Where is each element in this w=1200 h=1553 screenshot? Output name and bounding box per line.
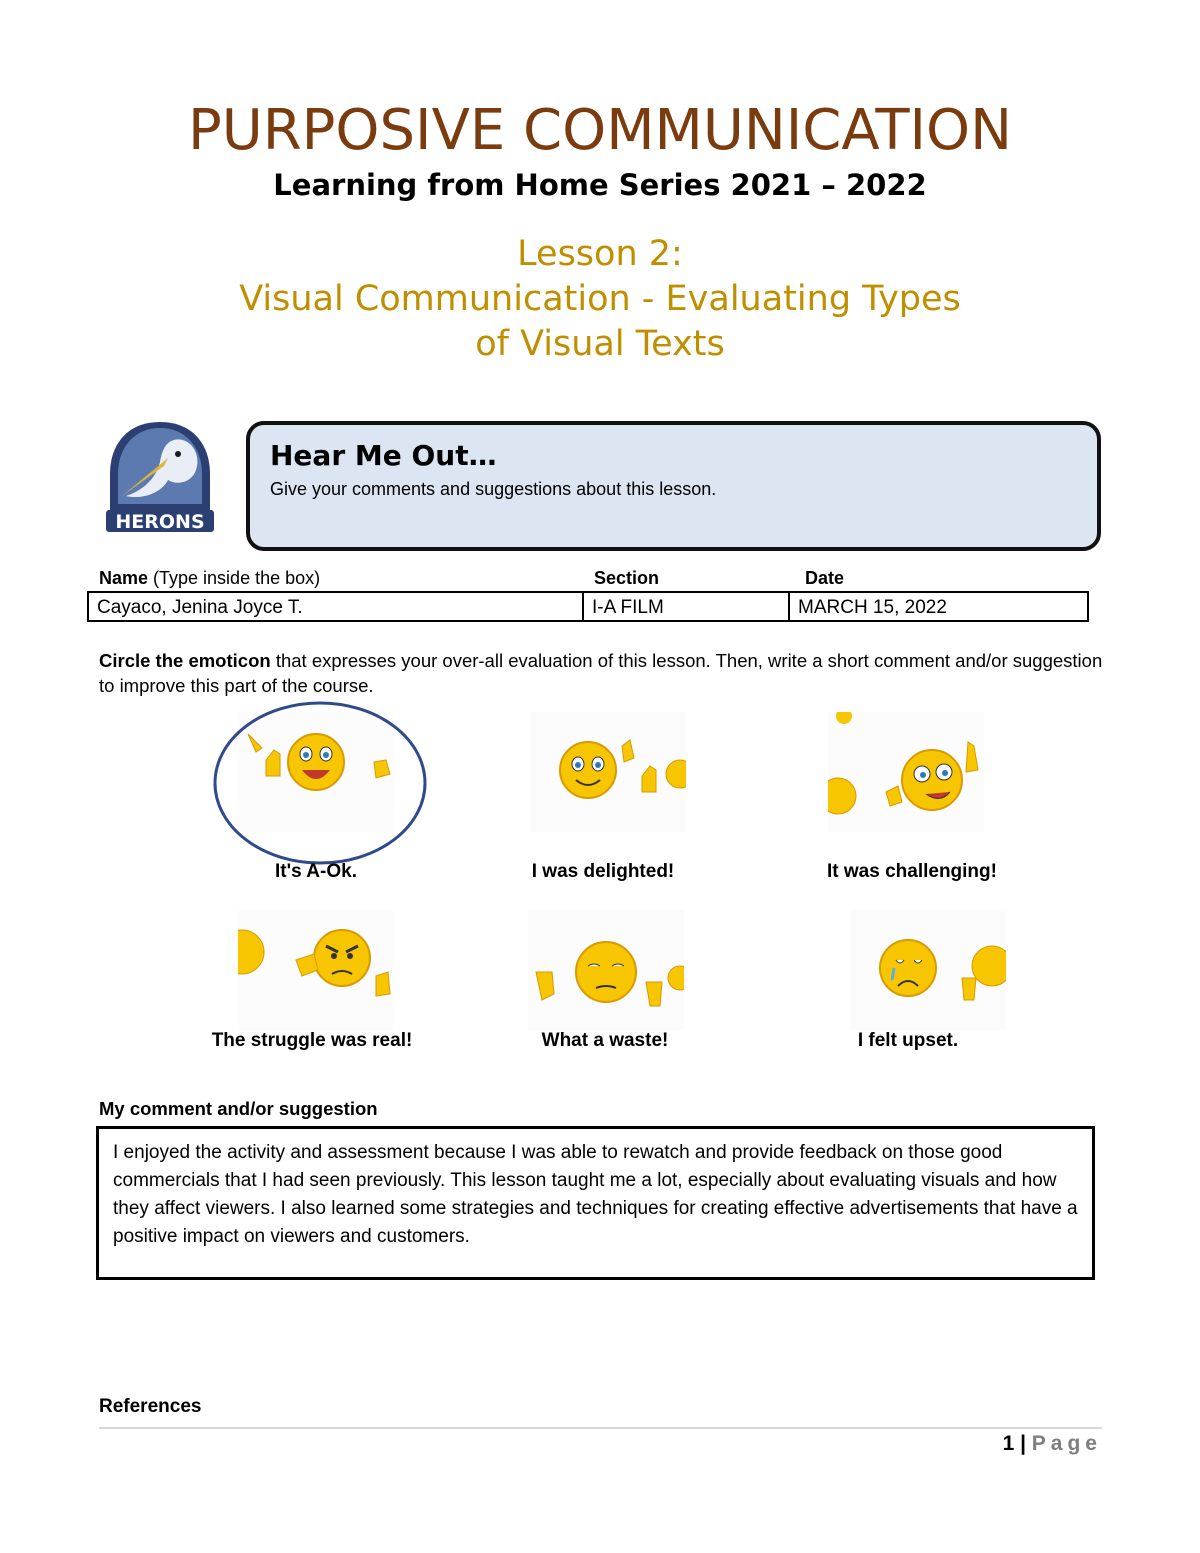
emoticon-option-delighted[interactable] xyxy=(530,712,686,832)
emoticon-caption-aok: It's A-Ok. xyxy=(275,861,357,882)
emoticon-option-upset[interactable] xyxy=(850,910,1006,1030)
emoticon-caption-struggle: The struggle was real! xyxy=(211,1030,413,1051)
hear-me-out-subtitle: Give your comments and suggestions about this lesson. xyxy=(270,479,717,499)
comment-textbox[interactable]: I enjoyed the activity and assessment because I was able to rewatch and provide feedback on those good commercials that I had seen previously. This lesson taught me a lot, especially about evaluating visuals and how they affect viewers. I also learned some strategies and techniques for creating effective advertisements that have a positive impact on viewers and customers. xyxy=(96,1126,1095,1280)
page-footer xyxy=(1003,1432,1102,1456)
instruction-bold: Circle the emoticon xyxy=(99,650,271,671)
date-field[interactable]: MARCH 15, 2022 xyxy=(798,597,947,618)
hear-me-out-box xyxy=(246,421,1101,551)
series-subtitle: Learning from Home Series 2021 – 2022 xyxy=(273,168,927,202)
lesson-title-line2: of Visual Texts xyxy=(475,324,725,364)
emoticon-caption-upset: I felt upset. xyxy=(857,1030,959,1051)
herons-logo xyxy=(104,418,216,540)
name-label xyxy=(99,568,320,589)
lesson-number: Lesson 2: xyxy=(517,234,683,274)
date-label: Date xyxy=(805,568,845,588)
emoticon-option-struggle[interactable] xyxy=(238,910,394,1030)
emoticon-option-waste[interactable] xyxy=(528,910,684,1030)
emoticon-caption-challenging: It was challenging! xyxy=(827,861,997,882)
section-field[interactable]: I-A FILM xyxy=(584,593,790,620)
ok-hand-smiley-icon xyxy=(530,712,686,832)
emoticon-caption-waste: What a waste! xyxy=(541,1030,669,1051)
logo-text: HERONS xyxy=(115,511,205,533)
instruction-rest: that expresses your over-all evaluation of this lesson. Then, write a short comment and/or suggestion to improve this part of the course. xyxy=(99,650,1103,696)
hear-me-out-title: Hear Me Out… xyxy=(270,439,497,472)
name-field[interactable]: Cayaco, Jenina Joyce T. xyxy=(89,593,584,620)
angry-smiley-icon xyxy=(238,910,394,1030)
name-label-bold: Name xyxy=(99,568,149,588)
instruction-text xyxy=(99,648,1109,698)
footer-divider xyxy=(99,1427,1102,1429)
selection-circle xyxy=(212,699,428,867)
crying-smiley-icon xyxy=(850,910,1006,1030)
page-word: Page xyxy=(1031,1432,1102,1455)
emoticon-option-challenging[interactable] xyxy=(828,712,984,832)
pointing-smiley-icon xyxy=(828,712,984,832)
document-title: PURPOSIVE COMMUNICATION xyxy=(187,98,1013,163)
emoticon-caption-delighted: I was delighted! xyxy=(531,861,675,882)
comment-label: My comment and/or suggestion xyxy=(99,1098,378,1119)
name-label-hint: (Type inside the box) xyxy=(148,568,321,588)
section-label: Section xyxy=(594,568,660,588)
student-info-table xyxy=(87,591,1089,622)
lesson-title-line1: Visual Communication - Evaluating Types xyxy=(239,279,961,319)
footer-separator: | xyxy=(1014,1432,1032,1455)
thumbs-down-smiley-icon xyxy=(528,910,684,1030)
page-number: 1 xyxy=(1002,1432,1015,1455)
references-heading: References xyxy=(99,1396,202,1417)
lesson-heading xyxy=(0,232,1200,367)
